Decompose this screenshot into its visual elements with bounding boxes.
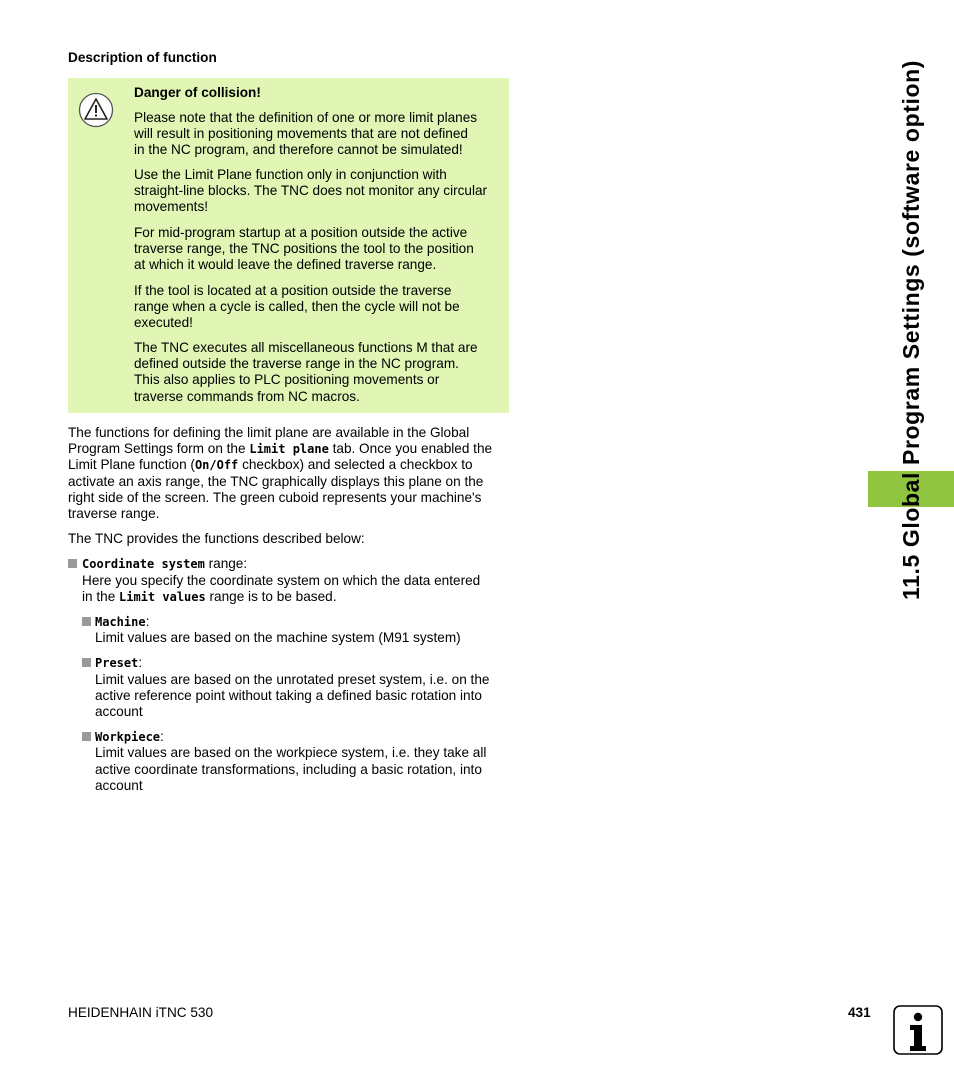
warning-paragraph: Please note that the definition of one or more limit planes will result in positioning movements that are not defined in the NC program, and therefore cannot be simulated! — [134, 110, 478, 158]
warning-box — [68, 78, 509, 413]
warning-title: Danger of collision! — [134, 85, 261, 100]
bullet-square-icon — [82, 732, 91, 741]
list-item-workpiece: Workpiece: Limit values are based on the workpiece system, i.e. they take all active coordinate transformations, including a basic rotation, into account — [68, 729, 510, 794]
list-item-coordinate-system: Coordinate system range: Here you specify the coordinate system on which the data entered in the Limit values range is to be based. — [68, 556, 510, 605]
warning-paragraph: The TNC executes all miscellaneous functions M that are defined outside the traverse range in the NC program. This also applies to PLC positioning movements or traverse commands from NC macros. — [134, 340, 478, 404]
footer-product: HEIDENHAIN iTNC 530 — [68, 1005, 214, 1020]
bullet-square-icon — [82, 658, 91, 667]
chapter-title: 11.5 Global Program Settings (software option) — [897, 59, 924, 601]
bullet-square-icon — [68, 559, 77, 568]
warning-paragraph: Use the Limit Plane function only in conjunction with straight-line blocks. The TNC does not monitor any circular movements! — [134, 167, 488, 215]
limit-plane-code: Limit plane — [249, 442, 329, 457]
section-heading: Description of function — [68, 50, 217, 65]
intro-paragraph: The functions for defining the limit plane are available in the Global Program Settings form on the Limit plane tab. Once you enabled the Limit Plane function (On/Off checkbox) and selected a checkbox to activate an axis range, the TNC graphically displays this plane on the right side of the screen. The green cuboid represents your machine's traverse range. — [68, 425, 493, 522]
info-icon — [893, 1005, 943, 1055]
bullet-square-icon — [82, 617, 91, 626]
on-off-code: On/Off — [194, 458, 239, 473]
provides-text: The TNC provides the functions described below: — [68, 531, 365, 547]
list-item-machine: Machine: Limit values are based on the machine system (M91 system) — [68, 614, 510, 646]
warning-triangle-icon — [78, 92, 114, 128]
warning-paragraph: If the tool is located at a position outside the traverse range when a cycle is called, then the cycle will not be executed! — [134, 283, 460, 331]
body-text — [68, 425, 510, 794]
list-item-preset: Preset: Limit values are based on the unrotated preset system, i.e. on the active reference point without taking a defined basic rotation into account — [68, 655, 510, 720]
warning-paragraph: For mid-program startup at a position outside the active traverse range, the TNC positions the tool to the position at which it would leave the defined traverse range. — [134, 225, 474, 273]
page-number: 431 — [848, 1005, 871, 1020]
